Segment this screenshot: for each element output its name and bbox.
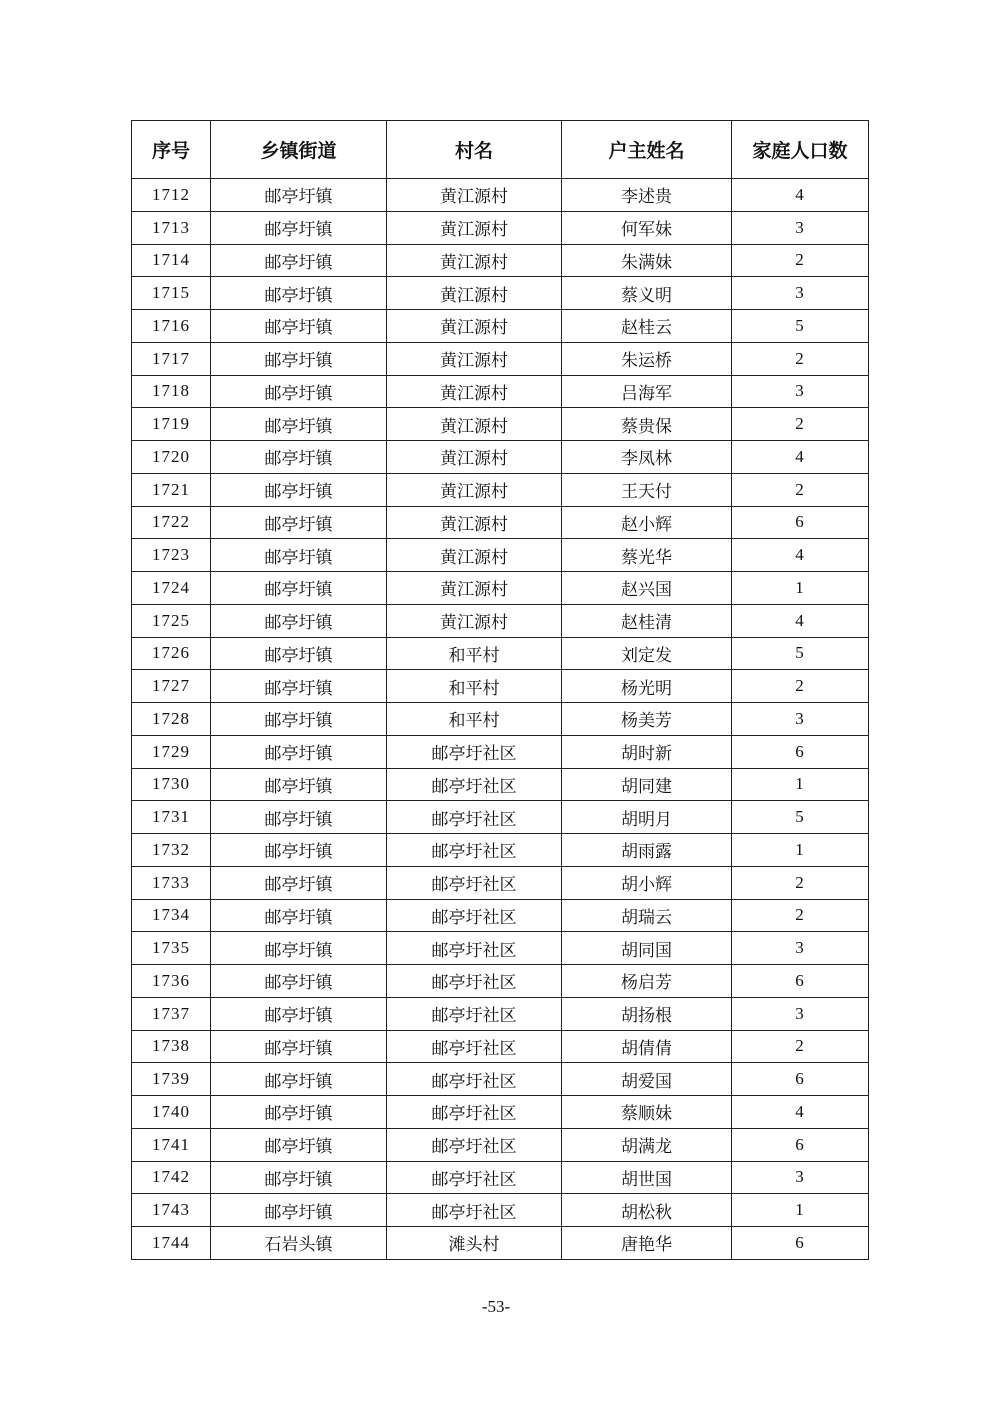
cell-family-size: 4 bbox=[732, 441, 869, 474]
cell-township: 邮亭圩镇 bbox=[211, 899, 387, 932]
cell-serial-number: 1732 bbox=[132, 834, 211, 867]
cell-township: 邮亭圩镇 bbox=[211, 375, 387, 408]
cell-serial-number: 1739 bbox=[132, 1063, 211, 1096]
cell-township: 邮亭圩镇 bbox=[211, 211, 387, 244]
cell-serial-number: 1734 bbox=[132, 899, 211, 932]
cell-serial-number: 1722 bbox=[132, 506, 211, 539]
cell-village: 黄江源村 bbox=[387, 310, 562, 343]
cell-village: 邮亭圩社区 bbox=[387, 866, 562, 899]
cell-householder-name: 胡松秋 bbox=[562, 1194, 732, 1227]
cell-serial-number: 1736 bbox=[132, 965, 211, 998]
cell-family-size: 2 bbox=[732, 244, 869, 277]
cell-village: 邮亭圩社区 bbox=[387, 1161, 562, 1194]
cell-householder-name: 蔡义明 bbox=[562, 277, 732, 310]
cell-householder-name: 赵兴国 bbox=[562, 572, 732, 605]
cell-householder-name: 胡满龙 bbox=[562, 1128, 732, 1161]
cell-householder-name: 赵桂云 bbox=[562, 310, 732, 343]
cell-township: 邮亭圩镇 bbox=[211, 1194, 387, 1227]
cell-family-size: 4 bbox=[732, 1096, 869, 1129]
cell-family-size: 5 bbox=[732, 310, 869, 343]
cell-householder-name: 胡小辉 bbox=[562, 866, 732, 899]
cell-family-size: 3 bbox=[732, 997, 869, 1030]
cell-family-size: 2 bbox=[732, 408, 869, 441]
cell-family-size: 1 bbox=[732, 768, 869, 801]
cell-township: 邮亭圩镇 bbox=[211, 637, 387, 670]
cell-serial-number: 1743 bbox=[132, 1194, 211, 1227]
cell-village: 黄江源村 bbox=[387, 441, 562, 474]
table-row bbox=[132, 670, 869, 703]
cell-village: 邮亭圩社区 bbox=[387, 1063, 562, 1096]
cell-family-size: 1 bbox=[732, 572, 869, 605]
cell-householder-name: 胡扬根 bbox=[562, 997, 732, 1030]
table-row bbox=[132, 637, 869, 670]
cell-householder-name: 杨光明 bbox=[562, 670, 732, 703]
cell-township: 邮亭圩镇 bbox=[211, 866, 387, 899]
table-header-row bbox=[132, 121, 869, 179]
cell-family-size: 4 bbox=[732, 539, 869, 572]
cell-householder-name: 胡同建 bbox=[562, 768, 732, 801]
cell-township: 邮亭圩镇 bbox=[211, 310, 387, 343]
cell-village: 邮亭圩社区 bbox=[387, 997, 562, 1030]
table-row bbox=[132, 932, 869, 965]
cell-householder-name: 朱运桥 bbox=[562, 342, 732, 375]
cell-village: 和平村 bbox=[387, 703, 562, 736]
table-row bbox=[132, 408, 869, 441]
table-row bbox=[132, 1063, 869, 1096]
cell-village: 邮亭圩社区 bbox=[387, 899, 562, 932]
cell-township: 邮亭圩镇 bbox=[211, 735, 387, 768]
cell-householder-name: 何军妹 bbox=[562, 211, 732, 244]
cell-family-size: 3 bbox=[732, 211, 869, 244]
cell-serial-number: 1715 bbox=[132, 277, 211, 310]
cell-serial-number: 1718 bbox=[132, 375, 211, 408]
cell-householder-name: 李凤林 bbox=[562, 441, 732, 474]
cell-village: 黄江源村 bbox=[387, 211, 562, 244]
table-row bbox=[132, 1096, 869, 1129]
cell-householder-name: 赵桂清 bbox=[562, 604, 732, 637]
table-row bbox=[132, 1194, 869, 1227]
table-row bbox=[132, 899, 869, 932]
cell-township: 邮亭圩镇 bbox=[211, 1030, 387, 1063]
cell-householder-name: 赵小辉 bbox=[562, 506, 732, 539]
table-row bbox=[132, 604, 869, 637]
cell-householder-name: 吕海军 bbox=[562, 375, 732, 408]
cell-township: 邮亭圩镇 bbox=[211, 768, 387, 801]
household-table bbox=[131, 120, 869, 1260]
cell-township: 邮亭圩镇 bbox=[211, 801, 387, 834]
cell-family-size: 3 bbox=[732, 703, 869, 736]
cell-township: 邮亭圩镇 bbox=[211, 1161, 387, 1194]
cell-family-size: 2 bbox=[732, 899, 869, 932]
table-row bbox=[132, 866, 869, 899]
cell-village: 滩头村 bbox=[387, 1227, 562, 1260]
cell-family-size: 2 bbox=[732, 473, 869, 506]
cell-village: 和平村 bbox=[387, 670, 562, 703]
cell-family-size: 6 bbox=[732, 735, 869, 768]
cell-township: 邮亭圩镇 bbox=[211, 604, 387, 637]
table-row bbox=[132, 277, 869, 310]
cell-householder-name: 刘定发 bbox=[562, 637, 732, 670]
cell-householder-name: 唐艳华 bbox=[562, 1227, 732, 1260]
cell-serial-number: 1724 bbox=[132, 572, 211, 605]
cell-township: 邮亭圩镇 bbox=[211, 997, 387, 1030]
cell-householder-name: 杨美芳 bbox=[562, 703, 732, 736]
cell-householder-name: 胡同国 bbox=[562, 932, 732, 965]
cell-householder-name: 蔡贵保 bbox=[562, 408, 732, 441]
table-row bbox=[132, 539, 869, 572]
cell-village: 黄江源村 bbox=[387, 473, 562, 506]
cell-township: 邮亭圩镇 bbox=[211, 277, 387, 310]
cell-township: 邮亭圩镇 bbox=[211, 703, 387, 736]
cell-family-size: 5 bbox=[732, 801, 869, 834]
cell-village: 黄江源村 bbox=[387, 604, 562, 637]
cell-serial-number: 1735 bbox=[132, 932, 211, 965]
cell-village: 邮亭圩社区 bbox=[387, 1128, 562, 1161]
header-family-size: 家庭人口数 bbox=[732, 121, 869, 179]
cell-village: 邮亭圩社区 bbox=[387, 768, 562, 801]
cell-family-size: 4 bbox=[732, 179, 869, 212]
cell-family-size: 4 bbox=[732, 604, 869, 637]
cell-householder-name: 胡世国 bbox=[562, 1161, 732, 1194]
cell-serial-number: 1730 bbox=[132, 768, 211, 801]
cell-township: 邮亭圩镇 bbox=[211, 670, 387, 703]
cell-family-size: 2 bbox=[732, 866, 869, 899]
cell-serial-number: 1723 bbox=[132, 539, 211, 572]
cell-householder-name: 胡时新 bbox=[562, 735, 732, 768]
cell-village: 邮亭圩社区 bbox=[387, 1194, 562, 1227]
table-row bbox=[132, 1128, 869, 1161]
cell-householder-name: 朱满妹 bbox=[562, 244, 732, 277]
table-row bbox=[132, 375, 869, 408]
cell-township: 邮亭圩镇 bbox=[211, 932, 387, 965]
table-row bbox=[132, 801, 869, 834]
cell-householder-name: 蔡顺妹 bbox=[562, 1096, 732, 1129]
cell-family-size: 6 bbox=[732, 1128, 869, 1161]
cell-family-size: 2 bbox=[732, 1030, 869, 1063]
cell-family-size: 1 bbox=[732, 834, 869, 867]
table-row bbox=[132, 768, 869, 801]
cell-township: 邮亭圩镇 bbox=[211, 506, 387, 539]
table-row bbox=[132, 834, 869, 867]
table-row bbox=[132, 244, 869, 277]
header-householder-name: 户主姓名 bbox=[562, 121, 732, 179]
header-serial-number: 序号 bbox=[132, 121, 211, 179]
cell-serial-number: 1741 bbox=[132, 1128, 211, 1161]
cell-village: 邮亭圩社区 bbox=[387, 801, 562, 834]
table-row bbox=[132, 572, 869, 605]
cell-village: 黄江源村 bbox=[387, 539, 562, 572]
cell-village: 黄江源村 bbox=[387, 506, 562, 539]
cell-serial-number: 1731 bbox=[132, 801, 211, 834]
table-body bbox=[132, 179, 869, 1260]
cell-serial-number: 1725 bbox=[132, 604, 211, 637]
cell-serial-number: 1719 bbox=[132, 408, 211, 441]
cell-serial-number: 1728 bbox=[132, 703, 211, 736]
table-row bbox=[132, 473, 869, 506]
cell-township: 邮亭圩镇 bbox=[211, 834, 387, 867]
cell-family-size: 3 bbox=[732, 277, 869, 310]
cell-township: 邮亭圩镇 bbox=[211, 342, 387, 375]
cell-village: 邮亭圩社区 bbox=[387, 834, 562, 867]
cell-village: 邮亭圩社区 bbox=[387, 965, 562, 998]
cell-township: 邮亭圩镇 bbox=[211, 1063, 387, 1096]
table-row bbox=[132, 1030, 869, 1063]
cell-serial-number: 1740 bbox=[132, 1096, 211, 1129]
cell-serial-number: 1717 bbox=[132, 342, 211, 375]
cell-serial-number: 1712 bbox=[132, 179, 211, 212]
cell-householder-name: 胡倩倩 bbox=[562, 1030, 732, 1063]
table-row bbox=[132, 506, 869, 539]
cell-householder-name: 胡瑞云 bbox=[562, 899, 732, 932]
cell-serial-number: 1729 bbox=[132, 735, 211, 768]
header-village: 村名 bbox=[387, 121, 562, 179]
page-number: -53- bbox=[481, 1297, 511, 1316]
cell-village: 和平村 bbox=[387, 637, 562, 670]
table-row bbox=[132, 965, 869, 998]
cell-serial-number: 1727 bbox=[132, 670, 211, 703]
cell-serial-number: 1733 bbox=[132, 866, 211, 899]
cell-householder-name: 胡爱国 bbox=[562, 1063, 732, 1096]
cell-serial-number: 1726 bbox=[132, 637, 211, 670]
table-row bbox=[132, 441, 869, 474]
cell-township: 石岩头镇 bbox=[211, 1227, 387, 1260]
cell-township: 邮亭圩镇 bbox=[211, 539, 387, 572]
cell-householder-name: 胡雨露 bbox=[562, 834, 732, 867]
cell-township: 邮亭圩镇 bbox=[211, 441, 387, 474]
header-township: 乡镇街道 bbox=[211, 121, 387, 179]
cell-serial-number: 1714 bbox=[132, 244, 211, 277]
cell-serial-number: 1721 bbox=[132, 473, 211, 506]
table-row bbox=[132, 1161, 869, 1194]
cell-township: 邮亭圩镇 bbox=[211, 1128, 387, 1161]
cell-village: 邮亭圩社区 bbox=[387, 735, 562, 768]
table-row bbox=[132, 342, 869, 375]
cell-family-size: 1 bbox=[732, 1194, 869, 1227]
cell-village: 黄江源村 bbox=[387, 408, 562, 441]
cell-village: 黄江源村 bbox=[387, 342, 562, 375]
table-row bbox=[132, 997, 869, 1030]
cell-village: 黄江源村 bbox=[387, 277, 562, 310]
table-row bbox=[132, 735, 869, 768]
cell-family-size: 6 bbox=[732, 506, 869, 539]
table-row bbox=[132, 703, 869, 736]
cell-family-size: 3 bbox=[732, 1161, 869, 1194]
cell-township: 邮亭圩镇 bbox=[211, 408, 387, 441]
cell-township: 邮亭圩镇 bbox=[211, 473, 387, 506]
cell-serial-number: 1742 bbox=[132, 1161, 211, 1194]
cell-village: 黄江源村 bbox=[387, 572, 562, 605]
cell-village: 黄江源村 bbox=[387, 179, 562, 212]
cell-township: 邮亭圩镇 bbox=[211, 179, 387, 212]
cell-township: 邮亭圩镇 bbox=[211, 572, 387, 605]
cell-village: 邮亭圩社区 bbox=[387, 1030, 562, 1063]
cell-householder-name: 胡明月 bbox=[562, 801, 732, 834]
cell-township: 邮亭圩镇 bbox=[211, 244, 387, 277]
cell-family-size: 2 bbox=[732, 670, 869, 703]
cell-township: 邮亭圩镇 bbox=[211, 965, 387, 998]
cell-family-size: 2 bbox=[732, 342, 869, 375]
table-row bbox=[132, 1227, 869, 1260]
cell-serial-number: 1737 bbox=[132, 997, 211, 1030]
cell-serial-number: 1716 bbox=[132, 310, 211, 343]
cell-family-size: 6 bbox=[732, 1063, 869, 1096]
table-row bbox=[132, 211, 869, 244]
cell-serial-number: 1744 bbox=[132, 1227, 211, 1260]
cell-serial-number: 1738 bbox=[132, 1030, 211, 1063]
cell-family-size: 3 bbox=[732, 375, 869, 408]
cell-householder-name: 蔡光华 bbox=[562, 539, 732, 572]
cell-serial-number: 1713 bbox=[132, 211, 211, 244]
cell-serial-number: 1720 bbox=[132, 441, 211, 474]
cell-householder-name: 李述贵 bbox=[562, 179, 732, 212]
cell-family-size: 3 bbox=[732, 932, 869, 965]
cell-householder-name: 王天付 bbox=[562, 473, 732, 506]
cell-village: 黄江源村 bbox=[387, 244, 562, 277]
table-row bbox=[132, 310, 869, 343]
cell-township: 邮亭圩镇 bbox=[211, 1096, 387, 1129]
table-row bbox=[132, 179, 869, 212]
cell-householder-name: 杨启芳 bbox=[562, 965, 732, 998]
cell-village: 邮亭圩社区 bbox=[387, 932, 562, 965]
cell-family-size: 6 bbox=[732, 965, 869, 998]
cell-village: 邮亭圩社区 bbox=[387, 1096, 562, 1129]
cell-family-size: 5 bbox=[732, 637, 869, 670]
cell-family-size: 6 bbox=[732, 1227, 869, 1260]
cell-village: 黄江源村 bbox=[387, 375, 562, 408]
